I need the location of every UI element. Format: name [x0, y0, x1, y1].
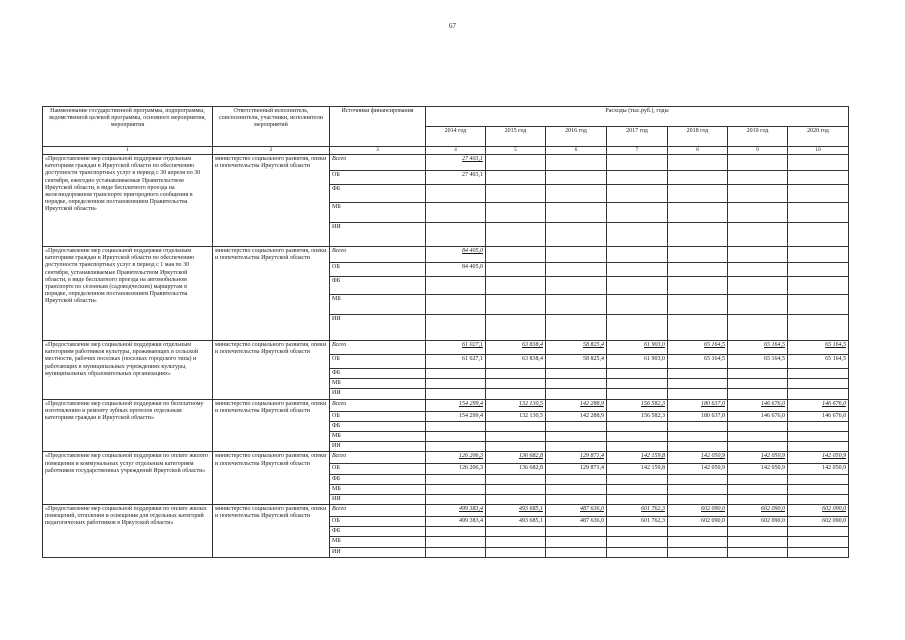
expense-value-cell: 63 838,4 [486, 355, 546, 369]
table-row [43, 155, 849, 171]
expense-value-cell [426, 315, 486, 341]
expense-value-cell [607, 247, 668, 263]
expense-value-cell [728, 494, 788, 504]
expense-value-cell: 602 090,0 [728, 505, 788, 517]
expense-value-cell: 601 762,3 [607, 505, 668, 517]
expense-value-cell: 65 164,5 [728, 355, 788, 369]
expense-value-cell [607, 537, 668, 547]
expense-value-cell: 27 403,1 [426, 155, 486, 171]
expense-value-cell: 142 050,9 [728, 452, 788, 464]
expense-value-cell: 499 383,4 [426, 517, 486, 527]
expense-value-cell [546, 315, 607, 341]
expense-value-cell [426, 474, 486, 484]
funding-source-cell: ФБ [330, 474, 426, 484]
expense-value-cell [788, 421, 849, 431]
expense-value-cell: 65 164,5 [788, 355, 849, 369]
expense-value-cell [668, 484, 728, 494]
funding-source-cell: Всего [330, 341, 426, 355]
expense-value-cell: 136 682,8 [486, 452, 546, 464]
expense-value-cell [546, 263, 607, 277]
expense-value-cell [486, 369, 546, 379]
expense-value-cell [728, 484, 788, 494]
expense-value-cell [668, 277, 728, 295]
expense-value-cell [486, 247, 546, 263]
expense-value-cell [728, 277, 788, 295]
expense-value-cell [546, 379, 607, 389]
expense-value-cell: 136 682,8 [486, 464, 546, 474]
expense-value-cell [546, 484, 607, 494]
expense-value-cell: 132 130,5 [486, 411, 546, 421]
funding-source-cell: ИИ [330, 442, 426, 452]
funding-source-cell: ФБ [330, 277, 426, 295]
expense-value-cell [426, 203, 486, 223]
expense-value-cell [607, 171, 668, 185]
funding-source-cell: ИИ [330, 223, 426, 247]
expense-value-cell [668, 379, 728, 389]
expense-value-cell [788, 185, 849, 203]
table-row [43, 452, 849, 464]
expense-value-cell [668, 247, 728, 263]
expense-value-cell [668, 185, 728, 203]
expense-value-cell [546, 537, 607, 547]
expense-value-cell: 126 206,3 [426, 452, 486, 464]
expense-value-cell [426, 421, 486, 431]
expense-value-cell [728, 185, 788, 203]
page-number: 67 [449, 22, 456, 30]
expense-value-cell: 487 636,0 [546, 505, 607, 517]
expense-value-cell [486, 474, 546, 484]
expense-value-cell [668, 369, 728, 379]
expense-value-cell: 65 164,5 [668, 355, 728, 369]
funding-source-cell: ФБ [330, 369, 426, 379]
expense-value-cell: 27 403,1 [426, 171, 486, 185]
header-column-number: 10 [788, 147, 849, 155]
expense-value-cell [668, 442, 728, 452]
expense-value-cell [788, 315, 849, 341]
expense-value-cell: 129 871,4 [546, 452, 607, 464]
header-year: 2018 год [668, 127, 728, 147]
expense-value-cell [788, 277, 849, 295]
header-column-number: 4 [426, 147, 486, 155]
expense-value-cell [668, 547, 728, 557]
expense-value-cell [546, 223, 607, 247]
expense-value-cell: 142 050,9 [788, 452, 849, 464]
expense-value-cell [607, 185, 668, 203]
expense-value-cell [426, 369, 486, 379]
expense-value-cell: 154 299,4 [426, 399, 486, 411]
expense-value-cell [668, 431, 728, 441]
table-row [43, 247, 849, 263]
funding-source-cell: МБ [330, 203, 426, 223]
funding-source-cell: ОБ [330, 355, 426, 369]
expense-value-cell [486, 442, 546, 452]
expense-value-cell: 142 050,9 [788, 464, 849, 474]
expense-value-cell: 126 206,3 [426, 464, 486, 474]
expense-value-cell [546, 369, 607, 379]
expense-value-cell [788, 295, 849, 315]
expense-value-cell [788, 537, 849, 547]
expense-value-cell: 156 582,3 [607, 399, 668, 411]
expense-value-cell [728, 263, 788, 277]
funding-source-cell: ИИ [330, 389, 426, 399]
expense-value-cell [788, 474, 849, 484]
funding-source-cell: ОБ [330, 411, 426, 421]
expense-value-cell [486, 484, 546, 494]
funding-source-cell: МБ [330, 295, 426, 315]
expense-value-cell [546, 171, 607, 185]
funding-source-cell: Всего [330, 155, 426, 171]
responsible-cell: министерство социального развития, опеки и попечительства Иркутской области [213, 399, 330, 452]
expense-value-cell [607, 442, 668, 452]
expense-value-cell [788, 247, 849, 263]
expense-value-cell: 61 027,1 [426, 341, 486, 355]
expense-value-cell [607, 389, 668, 399]
expense-value-cell [607, 421, 668, 431]
expense-value-cell: 493 685,1 [486, 505, 546, 517]
responsible-cell: министерство социального развития, опеки и попечительства Иркутской области [213, 155, 330, 247]
funding-source-cell: ФБ [330, 185, 426, 203]
expense-value-cell: 180 637,0 [668, 411, 728, 421]
expense-value-cell: 602 090,0 [668, 505, 728, 517]
expense-value-cell [546, 203, 607, 223]
expense-value-cell [546, 185, 607, 203]
expense-value-cell [788, 431, 849, 441]
funding-source-cell: ОБ [330, 464, 426, 474]
expense-value-cell: 63 838,4 [486, 341, 546, 355]
funding-source-cell: ОБ [330, 517, 426, 527]
expense-value-cell [668, 421, 728, 431]
expense-value-cell [546, 527, 607, 537]
expense-value-cell [486, 547, 546, 557]
expense-value-cell [728, 537, 788, 547]
funding-source-cell: ОБ [330, 263, 426, 277]
expense-value-cell: 493 685,1 [486, 517, 546, 527]
expense-value-cell: 84 405,0 [426, 263, 486, 277]
expense-value-cell: 146 676,0 [728, 411, 788, 421]
header-column-number: 2 [213, 147, 330, 155]
header-year: 2016 год [546, 127, 607, 147]
expense-value-cell [546, 421, 607, 431]
responsible-cell: министерство социального развития, опеки и попечительства Иркутской области [213, 247, 330, 341]
expense-value-cell: 132 130,5 [486, 399, 546, 411]
expense-value-cell: 487 636,0 [546, 517, 607, 527]
expense-value-cell [788, 389, 849, 399]
expense-value-cell [668, 203, 728, 223]
funding-source-cell: ИИ [330, 315, 426, 341]
expense-value-cell [426, 484, 486, 494]
expense-value-cell [668, 155, 728, 171]
expense-value-cell [546, 547, 607, 557]
expense-value-cell [546, 474, 607, 484]
expense-value-cell [426, 277, 486, 295]
funding-source-cell: ФБ [330, 527, 426, 537]
budget-table [42, 106, 849, 558]
header-year: 2015 год [486, 127, 546, 147]
header-column-number: 1 [43, 147, 213, 155]
expense-value-cell [426, 295, 486, 315]
header-column-number: 9 [728, 147, 788, 155]
header-column-number: 7 [607, 147, 668, 155]
expense-value-cell [788, 155, 849, 171]
expense-value-cell [668, 537, 728, 547]
expense-value-cell [607, 203, 668, 223]
expense-value-cell [607, 547, 668, 557]
expense-value-cell [728, 369, 788, 379]
expense-value-cell [486, 295, 546, 315]
expense-value-cell: 84 405,0 [426, 247, 486, 263]
expense-value-cell [426, 389, 486, 399]
expense-value-cell [728, 203, 788, 223]
expense-value-cell: 65 164,5 [788, 341, 849, 355]
expense-value-cell [728, 315, 788, 341]
header-year: 2019 год [728, 127, 788, 147]
funding-source-cell: ИИ [330, 494, 426, 504]
expense-value-cell: 61 903,0 [607, 355, 668, 369]
funding-source-cell: МБ [330, 379, 426, 389]
expense-value-cell [728, 431, 788, 441]
funding-source-cell: Всего [330, 452, 426, 464]
expense-value-cell: 601 762,3 [607, 517, 668, 527]
expense-value-cell [486, 537, 546, 547]
expense-value-cell [426, 185, 486, 203]
expense-value-cell [728, 223, 788, 247]
header-year: 2020 год [788, 127, 849, 147]
program-name-cell: «Предоставление мер социальной поддержки по оплате жилого помещения и коммунальных услуг отдельным категориям работников государственных учреждений Иркутской области» [43, 452, 213, 505]
header-expenses: Расходы (тыс.руб.), годы [426, 107, 849, 127]
expense-value-cell [788, 484, 849, 494]
expense-value-cell [546, 247, 607, 263]
expense-value-cell: 142 050,9 [728, 464, 788, 474]
expense-value-cell [486, 263, 546, 277]
program-name-cell: «Предоставление мер социальной поддержки по оплате жилых помещений, отопления и освещения для отдельных категорий педагогических работников в Иркутской области» [43, 505, 213, 558]
expense-value-cell [546, 442, 607, 452]
expense-value-cell [426, 379, 486, 389]
expense-value-cell [607, 263, 668, 277]
expense-value-cell [486, 203, 546, 223]
expense-value-cell: 142 050,9 [668, 464, 728, 474]
expense-value-cell [546, 295, 607, 315]
funding-source-cell: Всего [330, 505, 426, 517]
expense-value-cell: 142 050,9 [668, 452, 728, 464]
expense-value-cell: 146 676,0 [788, 399, 849, 411]
expense-value-cell [728, 171, 788, 185]
funding-source-cell: МБ [330, 431, 426, 441]
expense-value-cell [788, 379, 849, 389]
funding-source-cell: Всего [330, 247, 426, 263]
expense-value-cell [426, 537, 486, 547]
expense-value-cell [486, 379, 546, 389]
funding-source-cell: ОБ [330, 171, 426, 185]
expense-value-cell [486, 315, 546, 341]
expense-value-cell [546, 389, 607, 399]
expense-value-cell: 61 027,1 [426, 355, 486, 369]
expense-value-cell [486, 431, 546, 441]
expense-value-cell: 146 676,0 [728, 399, 788, 411]
funding-source-cell: Всего [330, 399, 426, 411]
expense-value-cell [788, 263, 849, 277]
header-year: 2014 год [426, 127, 486, 147]
expense-value-cell [607, 379, 668, 389]
expense-value-cell [486, 494, 546, 504]
expense-value-cell [607, 527, 668, 537]
expense-value-cell [728, 379, 788, 389]
header-year: 2017 год [607, 127, 668, 147]
expense-value-cell [486, 155, 546, 171]
table-body [43, 155, 849, 558]
expense-value-cell [668, 474, 728, 484]
expense-value-cell [486, 527, 546, 537]
expense-value-cell [486, 223, 546, 247]
expense-value-cell: 142 288,9 [546, 399, 607, 411]
expense-value-cell [788, 527, 849, 537]
responsible-cell: министерство социального развития, опеки и попечительства Иркутской области [213, 452, 330, 505]
expense-value-cell [486, 277, 546, 295]
expense-value-cell [426, 223, 486, 247]
expense-value-cell: 142 159,8 [607, 452, 668, 464]
expense-value-cell: 61 903,0 [607, 341, 668, 355]
expense-value-cell [788, 223, 849, 247]
expense-value-cell [668, 171, 728, 185]
expense-value-cell [486, 185, 546, 203]
expense-value-cell [788, 547, 849, 557]
expense-value-cell [607, 155, 668, 171]
expense-value-cell [668, 315, 728, 341]
expense-value-cell [607, 484, 668, 494]
expense-value-cell [728, 421, 788, 431]
header-sources: Источники финансирования [330, 107, 426, 147]
expense-value-cell: 602 090,0 [668, 517, 728, 527]
expense-value-cell [668, 527, 728, 537]
expense-value-cell [546, 494, 607, 504]
expense-value-cell [426, 431, 486, 441]
header-column-number: 8 [668, 147, 728, 155]
expense-value-cell: 602 090,0 [788, 517, 849, 527]
expense-value-cell: 602 090,0 [788, 505, 849, 517]
header-column-number: 5 [486, 147, 546, 155]
responsible-cell: министерство социального развития, опеки и попечительства Иркутской области [213, 505, 330, 558]
responsible-cell: министерство социального развития, опеки и попечительства Иркутской области [213, 341, 330, 400]
funding-source-cell: ФБ [330, 421, 426, 431]
expense-value-cell [607, 223, 668, 247]
expense-value-cell [728, 247, 788, 263]
expense-value-cell [607, 431, 668, 441]
expense-value-cell [728, 155, 788, 171]
expense-value-cell [668, 263, 728, 277]
expense-value-cell [788, 171, 849, 185]
expense-value-cell: 180 637,0 [668, 399, 728, 411]
expense-value-cell [426, 442, 486, 452]
expense-value-cell [788, 494, 849, 504]
program-name-cell: «Предоставление мер социальной поддержки отдельным категориям работников культуры, проживающих в сельской местности, рабочих поселках (поселках городского типа) и работающих в муниципальных учреждениях культуры, муниципальных образовательных организациях» [43, 341, 213, 400]
funding-source-cell: МБ [330, 484, 426, 494]
table-row [43, 505, 849, 517]
expense-value-cell: 602 090,0 [728, 517, 788, 527]
program-name-cell: «Предоставление мер социальной поддержки отдельным категориям граждан в Иркутской области по обеспечению доступности транспортных услуг в период с 30 апреля по 30 сентября, ежегодно устанавливаемые Правительством Иркутской области, в виде бесплатного проезда на железнодорожном транспорте пригородного сообщения в порядке, определенном постановлением Правительства Иркутской области» [43, 155, 213, 247]
header-program: Наименование государственной программы, подпрограммы, ведомственной целевой программы, основного мероприятия, мероприятия [43, 107, 213, 147]
expense-value-cell: 499 383,4 [426, 505, 486, 517]
expense-value-cell [486, 421, 546, 431]
expense-value-cell [426, 494, 486, 504]
header-responsible: Ответственный исполнитель, соисполнители, участники, исполнители мероприятий [213, 107, 330, 147]
expense-value-cell [728, 474, 788, 484]
expense-value-cell [607, 494, 668, 504]
expense-value-cell [607, 369, 668, 379]
expense-value-cell [486, 389, 546, 399]
expense-value-cell: 142 288,9 [546, 411, 607, 421]
expense-value-cell [728, 295, 788, 315]
expense-value-cell: 146 676,0 [788, 411, 849, 421]
expense-value-cell [668, 494, 728, 504]
header-numbers-row [43, 147, 849, 155]
expense-value-cell [426, 527, 486, 537]
expense-value-cell [728, 389, 788, 399]
expense-value-cell [607, 295, 668, 315]
expense-value-cell: 65 164,5 [668, 341, 728, 355]
expense-value-cell [607, 277, 668, 295]
table-header [43, 107, 849, 155]
expense-value-cell [426, 547, 486, 557]
funding-source-cell: ИИ [330, 547, 426, 557]
table-row [43, 341, 849, 355]
expense-value-cell: 58 825,4 [546, 355, 607, 369]
expense-value-cell [668, 389, 728, 399]
funding-source-cell: МБ [330, 537, 426, 547]
expense-value-cell [607, 474, 668, 484]
program-name-cell: «Предоставление мер социальной поддержки по бесплатному изготовлению и ремонту зубных протезов отдельным категориям граждан в Иркутской области» [43, 399, 213, 452]
expense-value-cell [788, 369, 849, 379]
expense-value-cell [607, 315, 668, 341]
program-name-cell: «Предоставление мер социальной поддержки отдельным категориям граждан в Иркутской области по обеспечению доступности транспортных услуг в период с 1 мая по 30 сентября, устанавливаемые Правительством Иркутской области, в виде бесплатного проезда на автомобильном транспорте по сезонным (садоводческим) маршрутам в порядке, определенном постановлением Правительства Иркутской области» [43, 247, 213, 341]
expense-value-cell [728, 442, 788, 452]
expense-value-cell: 58 825,4 [546, 341, 607, 355]
expense-value-cell: 156 582,3 [607, 411, 668, 421]
expense-value-cell: 129 871,4 [546, 464, 607, 474]
expense-value-cell [668, 295, 728, 315]
expense-value-cell [728, 527, 788, 537]
expense-value-cell [788, 203, 849, 223]
expense-value-cell: 142 159,8 [607, 464, 668, 474]
expense-value-cell [486, 171, 546, 185]
expense-value-cell [668, 223, 728, 247]
expense-value-cell [728, 547, 788, 557]
header-column-number: 3 [330, 147, 426, 155]
table-row [43, 399, 849, 411]
expense-value-cell [546, 277, 607, 295]
expense-value-cell [546, 431, 607, 441]
expense-value-cell: 154 299,4 [426, 411, 486, 421]
expense-value-cell [546, 155, 607, 171]
expense-value-cell [788, 442, 849, 452]
header-column-number: 6 [546, 147, 607, 155]
expense-value-cell: 65 164,5 [728, 341, 788, 355]
